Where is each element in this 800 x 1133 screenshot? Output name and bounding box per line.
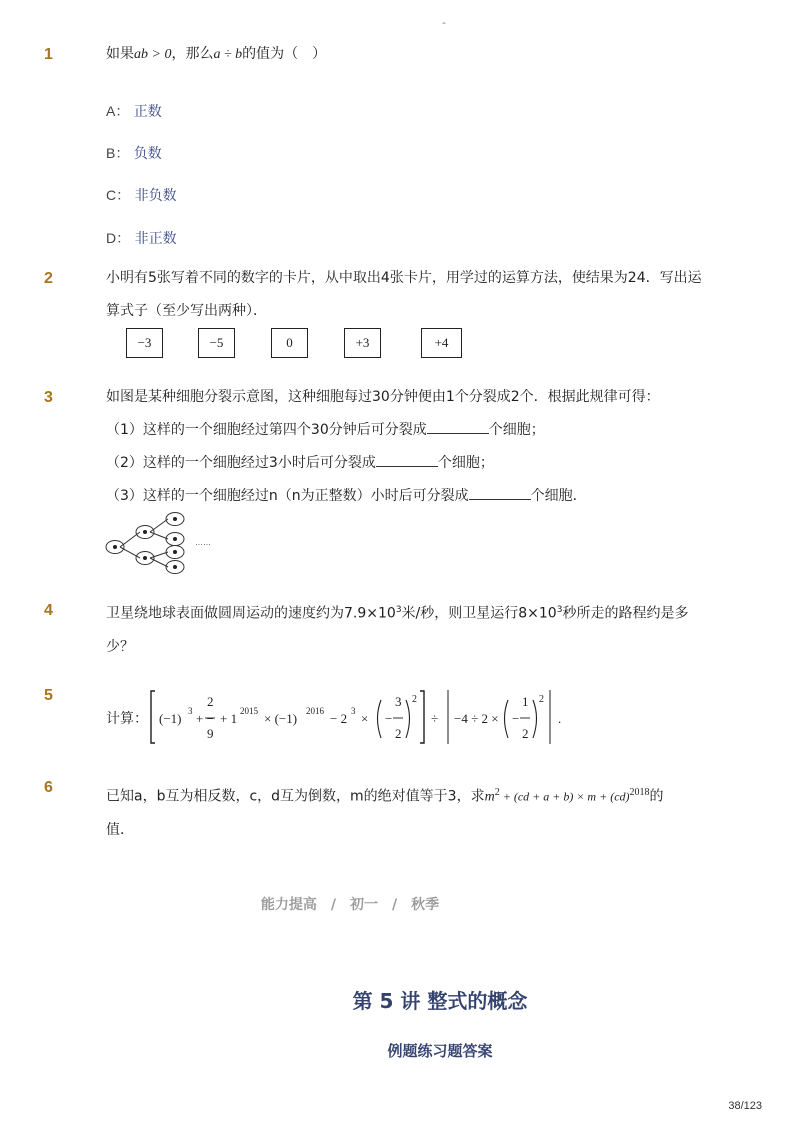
lecture-title: 第 5 讲 整式的概念 bbox=[352, 989, 528, 1013]
q5-term-4: − 2 bbox=[330, 711, 348, 726]
option-a-label: A： bbox=[106, 103, 130, 119]
q5-term-3: × (−1) bbox=[264, 711, 298, 726]
q4-line-2: 少？ bbox=[106, 638, 134, 655]
course-category: 能力提高 / 初一 / 秋季 bbox=[260, 897, 440, 913]
question-4-text bbox=[106, 597, 726, 661]
q5-paren-left-1 bbox=[378, 700, 382, 738]
q4-line-1-a: 卫星绕地球表面做圆周运动的速度约为7.9×10 bbox=[106, 605, 396, 622]
question-number-1: 1 bbox=[44, 46, 53, 63]
q5-formula bbox=[106, 680, 576, 760]
q6-text-a: 已知a，b互为相反数，c，d互为倒数，m的绝对值等于3，求 bbox=[106, 788, 485, 805]
q5-divide: ÷ bbox=[431, 711, 439, 726]
top-mark: - bbox=[442, 16, 446, 29]
q5-exp-2: 2015 bbox=[240, 706, 258, 716]
q5-den-3: 2 bbox=[522, 726, 529, 741]
q5-exp-4: 3 bbox=[351, 706, 356, 716]
q6-math-b: + (cd + a + b) × m + (cd) bbox=[499, 789, 630, 804]
option-d-label: D： bbox=[106, 230, 131, 246]
question-number-3: 3 bbox=[44, 389, 53, 406]
q3-line-3-a: （2）这样的一个细胞经过3小时后可分裂成 bbox=[106, 455, 376, 471]
question-1-text bbox=[106, 41, 326, 68]
diagram-dots: …… bbox=[195, 538, 211, 547]
q2-line-2: 算式子（至少写出两种）． bbox=[106, 303, 267, 319]
q5-num-2: 3 bbox=[395, 694, 402, 709]
q3-line-2-b: 个细胞； bbox=[488, 422, 545, 438]
lecture-subtitle: 例题练习题答案 bbox=[387, 1042, 493, 1060]
option-a[interactable] bbox=[106, 101, 162, 121]
q5-exp-5: 2 bbox=[412, 694, 417, 705]
q5-term-2: + 1 bbox=[220, 711, 238, 726]
q2-line-1: 小明有5张写着不同的数字的卡片，从中取出4张卡片，用学过的运算方法，使结果为24．写出运 bbox=[106, 270, 702, 286]
q1-text-a: 如果 bbox=[106, 46, 134, 62]
q5-exp-6: 2 bbox=[539, 694, 544, 705]
q5-den-2: 2 bbox=[395, 726, 402, 741]
q3-line-3-b: 个细胞； bbox=[437, 455, 494, 471]
option-c-label: C： bbox=[106, 187, 131, 203]
q6-sup-b: 2018 bbox=[629, 787, 650, 798]
question-2-text bbox=[106, 265, 726, 325]
q5-plus: + − bbox=[196, 711, 214, 726]
number-card: −5 bbox=[198, 328, 235, 358]
q4-sup-1: 3 bbox=[395, 605, 402, 615]
question-3-text bbox=[106, 384, 660, 510]
q1-math-b: a ÷ b bbox=[213, 47, 243, 62]
q6-line-2: 值． bbox=[106, 821, 134, 838]
option-c-value: 非负数 bbox=[134, 188, 177, 204]
q3-line-2 bbox=[106, 417, 660, 444]
q5-paren-left-2 bbox=[505, 700, 509, 738]
q4-sup-2: 3 bbox=[556, 605, 563, 615]
q6-sup-a: 2 bbox=[494, 787, 500, 798]
q4-line-1-c: 秒所走的路程约是多 bbox=[562, 605, 689, 622]
question-number-6: 6 bbox=[44, 779, 53, 796]
q1-math-a: ab > 0 bbox=[134, 47, 172, 62]
q3-line-3 bbox=[106, 450, 660, 477]
q6-line-1 bbox=[106, 779, 736, 811]
q3-line-4-a: （3）这样的一个细胞经过n（n为正整数）小时后可分裂成 bbox=[106, 488, 469, 504]
number-card: +4 bbox=[421, 328, 462, 358]
q6-math-a: m bbox=[484, 789, 495, 805]
answer-blank bbox=[376, 452, 438, 467]
q5-term-1: (−1) bbox=[159, 711, 182, 726]
number-card: +3 bbox=[344, 328, 381, 358]
option-b[interactable] bbox=[106, 143, 162, 163]
number-card: 0 bbox=[271, 328, 308, 358]
q5-exp-1: 3 bbox=[188, 706, 193, 716]
option-c[interactable] bbox=[106, 185, 177, 205]
q5-minus-2: − bbox=[512, 711, 520, 726]
q5-end: . bbox=[558, 711, 562, 726]
option-d-value: 非正数 bbox=[134, 231, 177, 247]
q5-exp-3: 2016 bbox=[306, 706, 324, 716]
question-number-2: 2 bbox=[44, 270, 53, 287]
q4-line-1 bbox=[106, 597, 726, 628]
q3-line-2-a: （1）这样的一个细胞经过第四个30分钟后可分裂成 bbox=[106, 422, 427, 438]
number-card: −3 bbox=[126, 328, 163, 358]
q5-term-6: −4 ÷ 2 × bbox=[454, 711, 499, 726]
option-d[interactable] bbox=[106, 228, 177, 248]
q3-line-4-b: 个细胞． bbox=[530, 488, 587, 504]
page-number: 38/123 bbox=[728, 1100, 762, 1112]
q4-line-1-b: 米/秒，则卫星运行8×10 bbox=[401, 605, 557, 622]
q5-paren-right-2 bbox=[533, 700, 537, 738]
option-a-value: 正数 bbox=[133, 104, 162, 120]
q5-den-1: 9 bbox=[207, 726, 214, 741]
question-number-4: 4 bbox=[44, 602, 53, 619]
option-b-label: B： bbox=[106, 145, 130, 161]
q5-num-1: 2 bbox=[207, 694, 214, 709]
option-b-value: 负数 bbox=[133, 146, 162, 162]
q5-paren-right-1 bbox=[406, 700, 410, 738]
q1-text-b: ，那么 bbox=[171, 46, 214, 62]
q5-num-3: 1 bbox=[522, 694, 529, 709]
answer-blank bbox=[427, 419, 489, 434]
question-number-5: 5 bbox=[44, 687, 53, 704]
cell-division-diagram bbox=[100, 505, 220, 580]
q5-minus-1: − bbox=[385, 711, 393, 726]
q5-label: 计算： bbox=[106, 711, 148, 727]
answer-blank bbox=[469, 485, 531, 500]
q3-line-1: 如图是某种细胞分裂示意图，这种细胞每过30分钟便由1个分裂成2个．根据此规律可得： bbox=[106, 389, 660, 405]
q6-text-b: 的 bbox=[649, 788, 664, 805]
question-6-text bbox=[106, 779, 736, 844]
q1-text-c: 的值为（ ） bbox=[242, 46, 327, 62]
q5-times: × bbox=[361, 711, 369, 726]
